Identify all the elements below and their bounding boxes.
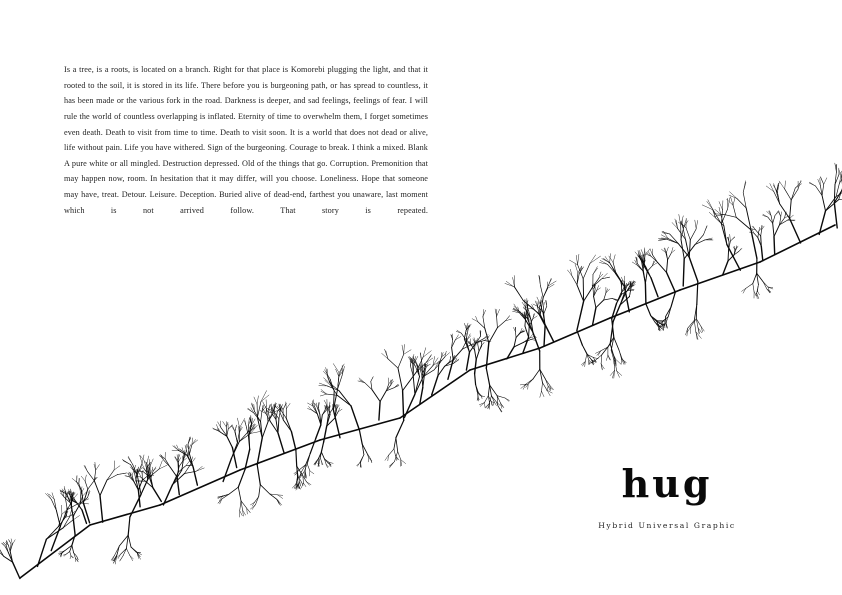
body-paragraph: Is a tree, is a roots, is located on a branch. Right for that place is Komorebi plugging the light, and that it rooted to the soil, it is stored in its life. There before you is burgeoning path, or has spread to countless, it has been made or the various fork in the road. Darkness is deeper, and sad feelings, feelings of fear. I will rule the world of countless overlapping is inflated. Eternity of time to overwhelm them, I forget sometimes even death. Death to visit from time to time. Death to visit soon. It is a world that does not dead or alive, life without pain. Life you have withered. Sign of the burgeoning. Courage to break. I think a mixed. Blank A pure white or all mingled. Destruction depressed. Old of the things that go. Corruption. Premonition that may happen now, room. In hesitation that it may differ, will you choose. Loneliness. Hope that someone may have, treat. Detour. Leisure. Deception. Buried alive of dead-end, farthest you unaware, last moment which is not arrived follow. That story is repeated. bbox=[64, 65, 428, 215]
branch-strokes bbox=[0, 163, 842, 578]
subtitle: Hybrid Universal Graphic bbox=[598, 521, 736, 530]
title: hug bbox=[621, 461, 713, 506]
